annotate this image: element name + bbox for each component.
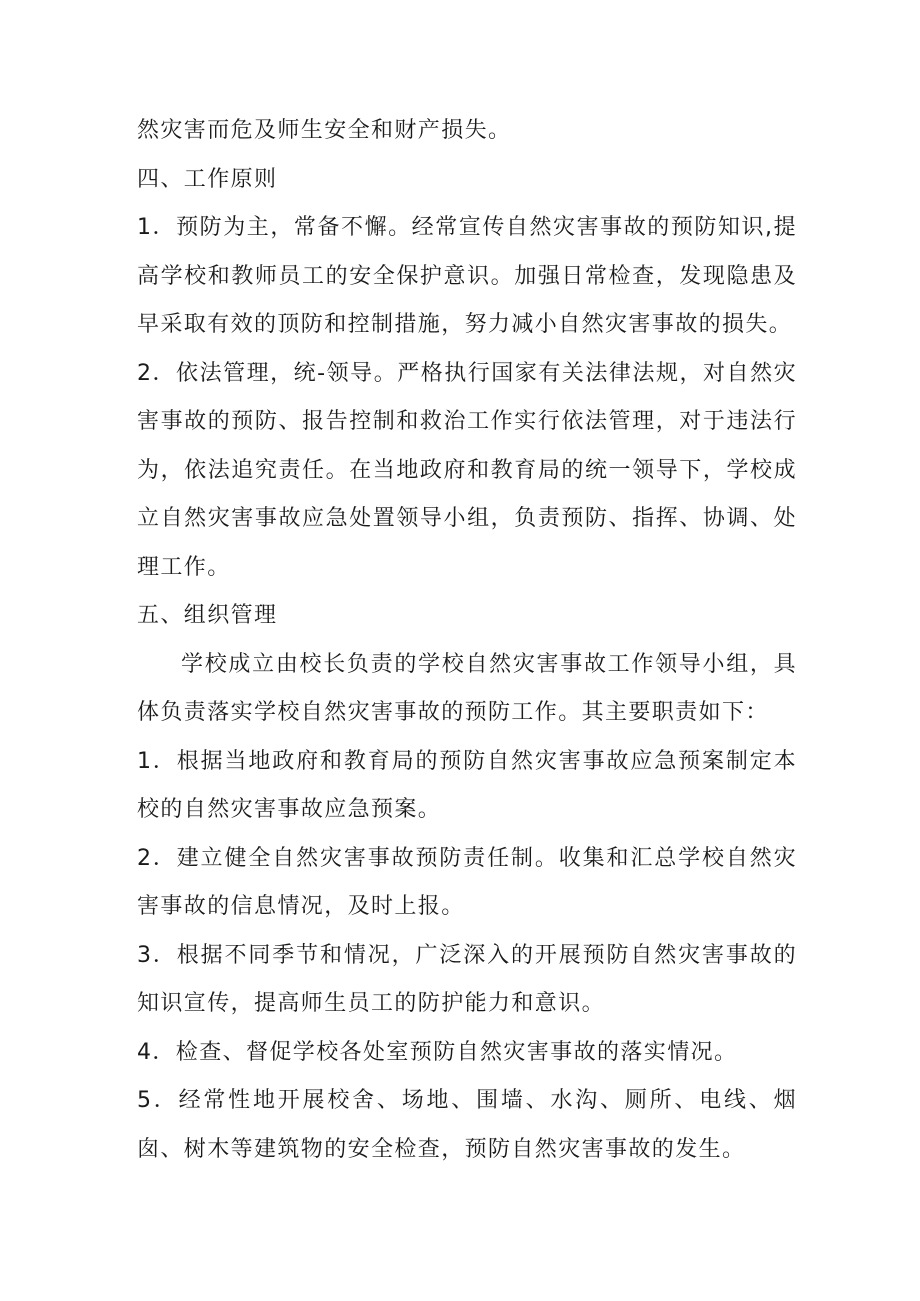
principle-item-1: 1．预防为主，常备不懈。经常宣传自然灾害事故的预防知识,提高学校和教师员工的安全保护意识。加强日常检查，发现隐患及早采取有效的顶防和控制措施，努力减小自然灾害事故的损失。 [137,215,797,337]
duty-item-3: 3．根据不同季节和情况，广泛深入的开展预防自然灾害事故的知识宣传，提高师生员工的防护能力和意识。 [137,942,797,1016]
duty-item-4: 4．检查、督促学校各处室预防自然灾害事故的落实情况。 [137,1039,738,1065]
principle-item-2: 2．依法管理，统-领导。严格执行国家有关法律法规，对自然灾害事故的预防、报告控制和救治工作实行依法管理，对于违法行为，依法追究责任。在当地政府和教育局的统一领导下，学校成立自然灾害事故应急处置领导小组，负责预防、指挥、协调、处理工作。 [137,360,797,580]
paragraph-continuation: 然灾害而危及师生安全和财产损失。 [137,118,512,143]
document-body [137,107,797,1174]
duty-item-5: 5．经常性地开展校舍、场地、围墙、水沟、厕所、电线、烟囱、树木等建筑物的安全检查，预防自然灾害事故的发生。 [137,1088,797,1162]
duty-item-1: 1．根据当地政府和教育局的预防自然灾害事故应急预案制定本校的自然灾害事故应急预案。 [137,748,797,822]
organization-intro: 学校成立由校长负责的学校自然灾害事故工作领导小组，具体负责落实学校自然灾害事故的预防工作。其主要职责如下： [137,651,797,725]
duty-item-2: 2．建立健全自然灾害事故预防责任制。收集和汇总学校自然灾害事故的信息情况，及时上报。 [137,845,797,919]
section-heading-organization: 五、组织管理 [137,603,278,628]
section-heading-work-principles: 四、工作原则 [137,166,278,192]
